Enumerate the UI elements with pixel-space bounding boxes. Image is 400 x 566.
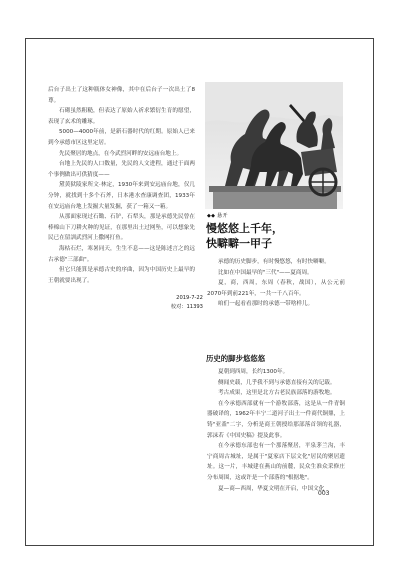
right-column-body — [207, 367, 345, 494]
left-column — [48, 85, 195, 286]
paragraph: 夏，商，西周，东周（春秋，战国），从公元前2070年到前221年，一共一千八百年。 — [207, 280, 345, 297]
paragraph: 但它只能算是承德古史的序曲，因为中国历史上最早的王朝就要出现了。 — [48, 267, 195, 284]
paragraph: 咱们一起看看那时的承德一带啥样儿。 — [218, 301, 314, 308]
review-code: 校对：11393 — [170, 304, 203, 310]
publish-date: 2019-7-22 — [176, 295, 203, 301]
page-number: 003 — [318, 490, 330, 497]
date-block — [150, 294, 203, 312]
paragraph: 夏—商—西周，华夏文明在开启，中国文化 — [218, 485, 325, 492]
paragraph: 考古成果，这里是北方古老民族部落的游牧地。 — [218, 390, 336, 397]
paragraph: 后台子出土了这种瓶体女神像，其中在后台子一次出土了8尊。 — [48, 87, 195, 104]
paragraph: 先民聚居的地点，在今武烈河畔的安远庙台地上。 — [59, 150, 183, 157]
article-title — [206, 221, 346, 251]
paragraph: 在今承德东部也有一个那落聚居，平泉茅兰沟，丰宁商周古城址，是属于"夏家店下层文化"居民的聚居遗址。这一片，丰城建在燕山的前麓，民众生准众采修庄分布周围，这或许是一个部落的"根据地"。 — [207, 443, 345, 481]
paragraph: 在今承德西部就有一个游牧部落，这是从一件青铜器破译的，1962年丰宁二道河子出土一件商代铜鼎，上铸"亚盉"二字，分析是商王朝授给那部落首领的礼器，郭沫若《中国史稿》提及此事。 — [207, 400, 345, 439]
paragraph: 夏朝到西周，长约1300年。 — [218, 369, 289, 375]
paragraph: 海枯石烂，寒暑同天，生生不息——这是陈述言之的远古承德"三部曲"。 — [48, 245, 195, 263]
title-line-1: 慢悠悠上千年， — [206, 222, 283, 235]
chariot-sculpture-photo — [205, 82, 343, 209]
paragraph: 黛黄狱陵家所文·林定，1930年来到安远庙台地，仅几分钟，就找到十多个石斧，日本港水查康调查团，1933年在安远庙台地上发掘大量发掘，获了一箱又一箱。 — [48, 182, 195, 210]
paragraph: 石砌虽然粗糙，但表达了原始人祈求繁衍生育的愿望，表现了玄术的雕琢。 — [48, 108, 195, 125]
paragraph: 承德的历史脚步，有时慢悠悠，有时快噼噼。 — [218, 259, 330, 265]
paragraph: 从那面家现过石锄、石铲，石犁头，那是承德先民曾在棒棉山下刀耕火种的见证，在那里出土过网坠，可以想象先民已在留訓武烈河上撒网打鱼。 — [48, 214, 195, 242]
title-line-2: 快噼噼一甲子 — [206, 237, 272, 250]
section-subhead: 历史的脚步悠悠悠 — [206, 354, 266, 363]
right-column-intro — [207, 257, 345, 310]
paragraph: 台地上先民的人口数量，先民的人文进程，通过于面两个事例做出可供猜度—— — [48, 161, 195, 178]
section-label: ◆◆ 悬开 — [207, 213, 228, 219]
paragraph: 侧闻史载，几乎我不到与承德直接有关的记载。 — [218, 379, 336, 386]
paragraph: 5000—4000年前，是新石器时代的红期。原始人已来到今承德市区这里定居。 — [48, 129, 195, 146]
paragraph: 比如在中国最早的"三代"——夏商周。 — [218, 269, 313, 276]
